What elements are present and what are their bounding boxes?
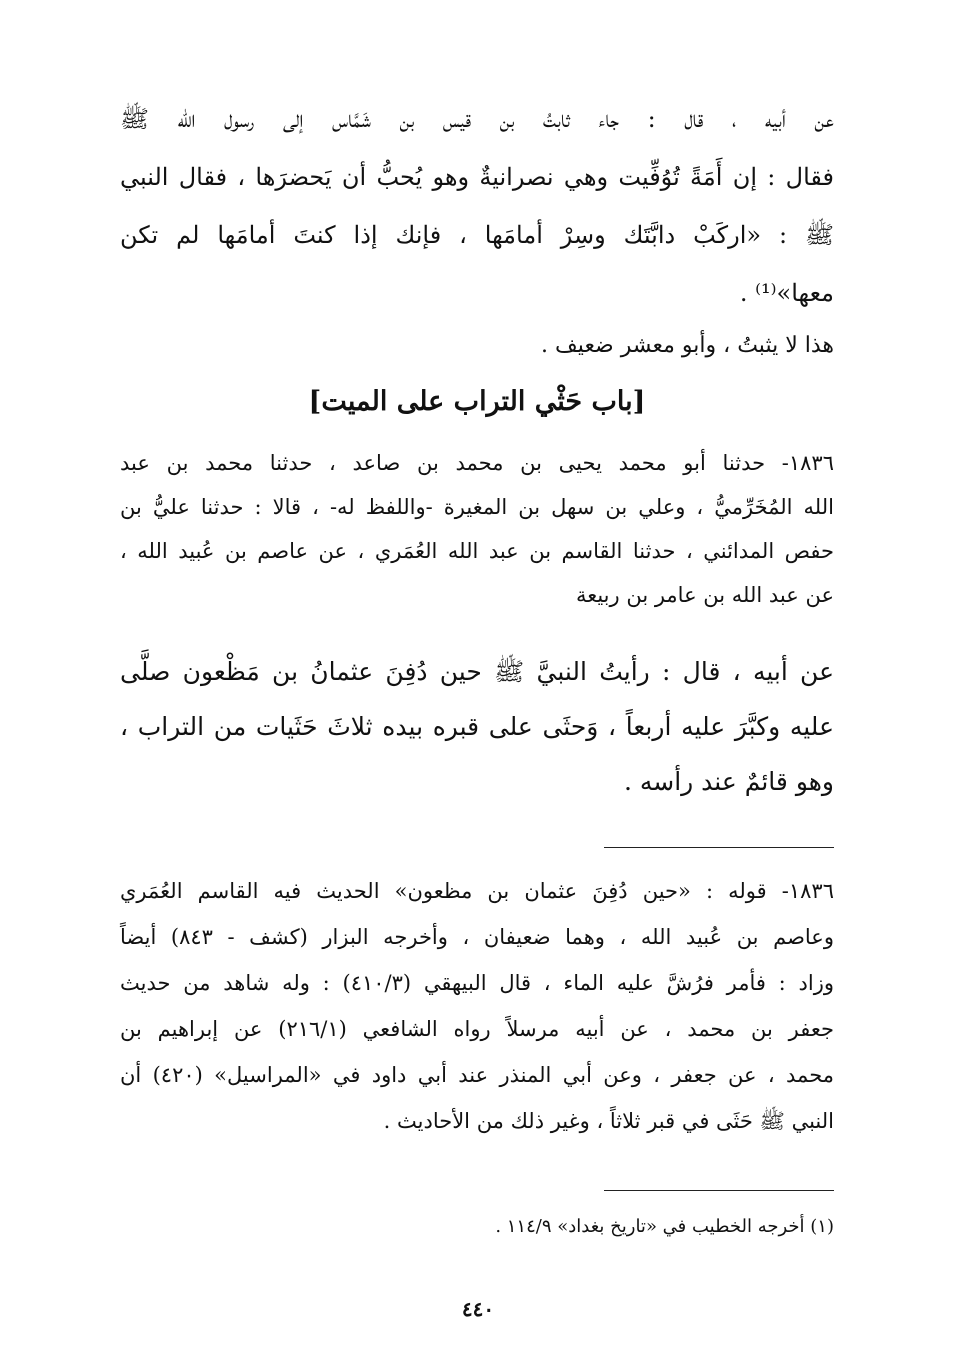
chapter-heading: [باب حَثْي التراب على الميت] [308,386,646,417]
footnote-separator [604,1190,834,1191]
matn-line: عن أبيه ، قال : رأيتُ النبيَّ ﷺ حين دُفِنَ عثمانُ بن مَظْعون صلَّى [120,657,834,686]
commentary-line: محمد ، عن جعفر ، وعن أبي المنذر عند أبي داود في «المراسيل» (٤٢٠) أن [120,1063,835,1087]
commentary-line: وعاصم بن عُبيد الله ، وهما ضعيفان ، وأخرجه البزار (كشف - ٨٤٣) أيضاً [120,925,834,949]
commentary-line: ١٨٣٦- قوله : «حين دُفِنَ عثمان بن مظعون» الحديث فيه القاسم العُمَري [120,879,834,903]
intro-line: عن أبيه ، قال : جاء ثابتُ بن قيس بن شَمَّاس إلى رسول الله ﷺ [120,105,834,133]
page-number: ٤٤٠ [461,1297,495,1321]
isnad-line: حفص المدائني ، حدثنا القاسم بن عبد الله العُمَري ، عن عاصم بن عُبيد الله ، [120,539,834,563]
intro-line: معها»⁽¹⁾ . [739,279,834,307]
footnote [120,1209,834,1245]
remark-paragraph [120,326,834,366]
commentary-separator [604,847,834,848]
hadith-matn [120,644,834,809]
matn-line: وهو قائمٌ عند رأسه . [623,767,834,796]
intro-paragraph [120,90,834,322]
commentary-line: جعفر بن محمد ، عن أبيه مرسلاً رواه الشافعي (٢١٦/١) عن إبراهيم بن [120,1017,834,1041]
isnad-line: ١٨٣٦- حدثنا أبو محمد يحيى بن محمد بن صاعد ، حدثنا محمد بن عبد [120,451,834,475]
matn-line: عليه وكبَّرَ عليه أربعاً ، وَحثَى على قبره بيده ثلاثَ حَثَيات من التراب ، [120,712,834,741]
isnad-line: عن عبد الله بن عامر بن ربيعة [575,583,834,607]
commentary-line: وزاد : فأمر فرُشَّ عليه الماء ، قال البيهقي (٤١٠/٣) : وله شاهد من حديث [120,971,834,995]
intro-line: ﷺ : «اركَبْ دابَّتَك وسِرْ أمامَها ، فإنك إذا كنتَ أمامَها لم تكن [120,221,834,249]
footnote-text: (١) أخرجه الخطيب في «تاريخ بغداد» ١١٤/٩ . [495,1216,834,1237]
isnad-line: الله المُخَرِّميُّ ، وعلي بن سهل بن المغيرة -واللفظ له- ، قالا : حدثنا عليُّ بن [120,495,834,519]
commentary-line: النبي ﷺ حَثَى في قبر ثلاثاً ، وغير ذلك من الأحاديث . [383,1109,834,1133]
remark-text: هذا لا يثبتُ ، وأبو معشر ضعيف . [541,333,834,358]
commentary-section [120,868,834,1144]
hadith-isnad [120,441,834,617]
intro-line: فقال : إن أَمَةً تُوُفِّيت وهي نصرانيةٌ وهو يُحبُّ أن يَحضرَها ، فقال النبي [120,163,834,191]
